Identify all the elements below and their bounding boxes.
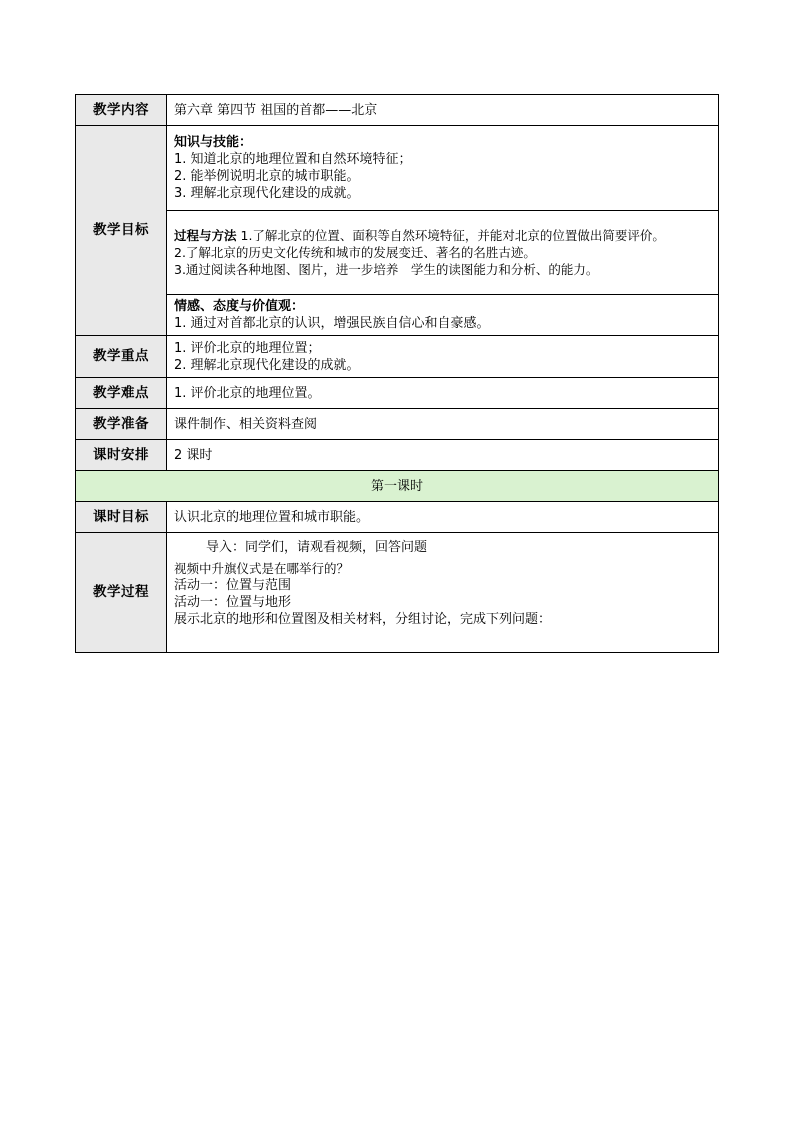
row-schedule [76,440,719,471]
label-schedule: 课时安排 [76,440,167,471]
goals-knowledge-cell [167,126,719,211]
value-teaching-content: 第六章 第四节 祖国的首都——北京 [167,95,719,126]
process-line: 活动一：位置与地形 [174,595,292,610]
knowledge-item: 2. 能举例说明北京的城市职能。 [174,169,360,184]
knowledge-heading: 知识与技能： [174,135,253,150]
process-first-item [174,227,711,244]
process-line: 视频中升旗仪式是在哪举行的？ [174,561,350,576]
process-line: 活动一：位置与范围 [174,578,292,593]
label-difficulty: 教学难点 [76,378,167,409]
row-key-points [76,336,719,378]
key-point-item: 1. 评价北京的地理位置； [174,340,321,356]
lesson-plan-table [75,94,719,653]
process-item: 3.通过阅读各种地图、图片，进一步培养 学生的读图能力和分析、的能力。 [174,262,599,277]
process-heading: 过程与方法 [174,228,237,243]
label-lesson-goal: 课时目标 [76,502,167,533]
label-key-points: 教学重点 [76,336,167,378]
row-teaching-content [76,95,719,126]
row-lesson-goal [76,502,719,533]
value-schedule: 2 课时 [167,440,719,471]
process-first-text: 1.了解北京的位置、面积等自然环境特征，并能对北京的位置做出简要评价。 [236,228,665,243]
value-preparation: 课件制作、相关资料查阅 [167,409,719,440]
key-points-cell [167,336,719,378]
knowledge-item: 3. 理解北京现代化建设的成就。 [174,186,360,201]
goals-emotion-cell [167,295,719,336]
goals-process-cell [167,211,719,295]
row-preparation [76,409,719,440]
row-goals-emotion [76,295,719,336]
emotion-heading: 情感、态度与价值观： [174,299,305,314]
teaching-process-cell [167,533,719,653]
row-goals-knowledge [76,126,719,211]
label-preparation: 教学准备 [76,409,167,440]
key-point-item: 2. 理解北京现代化建设的成就。 [174,357,360,373]
knowledge-item: 1. 知道北京的地理位置和自然环境特征； [174,152,412,167]
row-lesson-header [76,471,719,502]
emotion-item: 1. 通过对首都北京的认识，增强民族自信心和自豪感。 [174,316,490,331]
value-lesson-goal: 认识北京的地理位置和城市职能。 [167,502,719,533]
process-line: 展示北京的地形和位置图及相关材料，分组讨论，完成下列问题： [174,612,552,627]
row-goals-process [76,211,719,295]
lesson-header: 第一课时 [76,471,719,502]
process-item: 2.了解北京的历史文化传统和城市的发展变迁、著名的名胜古迹。 [174,245,536,260]
row-difficulty [76,378,719,409]
value-difficulty: 1. 评价北京的地理位置。 [167,378,719,409]
label-teaching-goals: 教学目标 [76,126,167,336]
label-teaching-process: 教学过程 [76,533,167,653]
row-teaching-process [76,533,719,653]
process-intro: 导入：同学们，请观看视频，回答问题 [206,540,428,555]
label-teaching-content: 教学内容 [76,95,167,126]
